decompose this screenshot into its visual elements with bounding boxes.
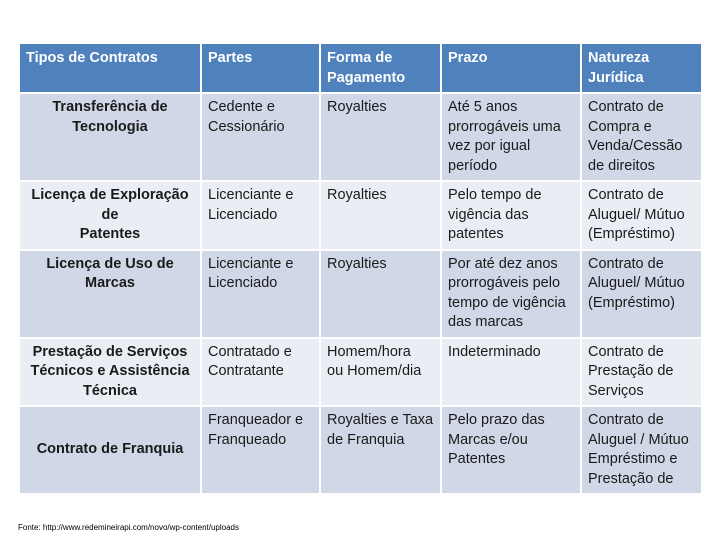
cell-tipo: Contrato de Franquia xyxy=(19,406,201,494)
cell-partes: Cedente e Cessionário xyxy=(201,93,320,181)
table-row xyxy=(19,250,702,338)
cell-partes: Franqueador e Franqueado xyxy=(201,406,320,494)
header-forma-pagamento: Forma de Pagamento xyxy=(320,43,441,93)
cell-natureza: Contrato de Compra e Venda/Cessão de direitos xyxy=(581,93,702,181)
cell-tipo: Licença de Uso de Marcas xyxy=(19,250,201,338)
header-tipos: Tipos de Contratos xyxy=(19,43,201,93)
cell-pagamento: Royalties e Taxa de Franquia xyxy=(320,406,441,494)
cell-natureza: Contrato de Aluguel / Mútuo Empréstimo e Prestação de xyxy=(581,406,702,494)
cell-prazo: Pelo prazo das Marcas e/ou Patentes xyxy=(441,406,581,494)
cell-pagamento: Royalties xyxy=(320,181,441,250)
cell-pagamento: Royalties xyxy=(320,250,441,338)
header-prazo: Prazo xyxy=(441,43,581,93)
cell-natureza: Contrato de Aluguel/ Mútuo (Empréstimo) xyxy=(581,181,702,250)
cell-natureza: Contrato de Aluguel/ Mútuo (Empréstimo) xyxy=(581,250,702,338)
source-footnote: Fonte: http://www.redemineirapi.com/novo/wp-content/uploads xyxy=(18,523,240,532)
table-row xyxy=(19,181,702,250)
table-row xyxy=(19,338,702,407)
header-partes: Partes xyxy=(201,43,320,93)
cell-prazo: Até 5 anos prorrogáveis uma vez por igual período xyxy=(441,93,581,181)
cell-tipo: Prestação de Serviços Técnicos e Assistência Técnica xyxy=(19,338,201,407)
table-row xyxy=(19,406,702,494)
header-natureza-juridica: Natureza Jurídica xyxy=(581,43,702,93)
cell-tipo: Licença de Exploração de Patentes xyxy=(19,181,201,250)
cell-pagamento: Royalties xyxy=(320,93,441,181)
cell-prazo: Pelo tempo de vigência das patentes xyxy=(441,181,581,250)
cell-partes: Licenciante e Licenciado xyxy=(201,250,320,338)
contracts-table xyxy=(18,42,703,495)
header-row xyxy=(19,43,702,93)
cell-pagamento: Homem/hora ou Homem/dia xyxy=(320,338,441,407)
cell-partes: Licenciante e Licenciado xyxy=(201,181,320,250)
cell-prazo: Por até dez anos prorrogáveis pelo tempo de vigência das marcas xyxy=(441,250,581,338)
cell-natureza: Contrato de Prestação de Serviços xyxy=(581,338,702,407)
cell-partes: Contratado e Contratante xyxy=(201,338,320,407)
table-row xyxy=(19,93,702,181)
cell-prazo: Indeterminado xyxy=(441,338,581,407)
cell-tipo: Transferência de Tecnologia xyxy=(19,93,201,181)
